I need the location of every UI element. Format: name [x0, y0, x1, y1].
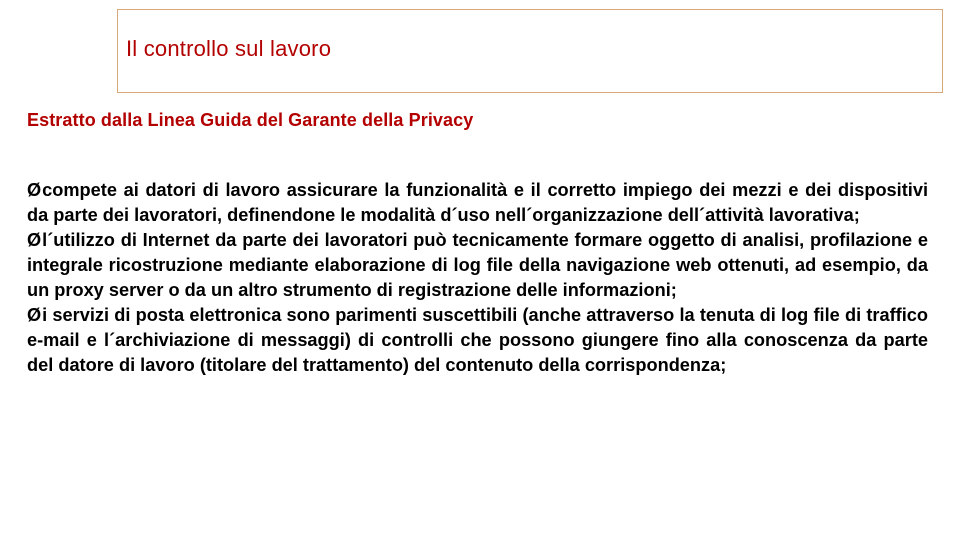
bullet-text: l´utilizzo di Internet da parte dei lavoratori può tecnicamente formare oggetto di analisi, profilazione e integrale ricostruzione mediante elaborazione di log file della navigazione web ottenuti, ad esempio, da un proxy server o da un altro strumento di registrazione delle informazioni; [27, 230, 928, 300]
arrow-bullet-icon: Ø [27, 230, 42, 250]
slide-title: Il controllo sul lavoro [126, 36, 332, 61]
slide-subtitle: Estratto dalla Linea Guida del Garante della Privacy [27, 110, 474, 130]
bullet-item [27, 303, 928, 378]
bullet-item [27, 178, 928, 228]
arrow-bullet-icon: Ø [27, 305, 42, 325]
arrow-bullet-icon: Ø [27, 180, 42, 200]
bullet-text: compete ai datori di lavoro assicurare la funzionalità e il corretto impiego dei mezzi e dei dispositivi da parte dei lavoratori, definendone le modalità d´uso nell´organizzazione dell´attività lavorativa; [27, 180, 928, 225]
bullet-list [27, 178, 928, 378]
bullet-text: i servizi di posta elettronica sono parimenti suscettibili (anche attraverso la tenuta di log file di traffico e-mail e l´archiviazione di messaggi) di controlli che possono giungere fino alla conoscenza da parte del datore di lavoro (titolare del trattamento) del contenuto della corrispondenza; [27, 305, 928, 375]
bullet-item [27, 228, 928, 303]
title-box [117, 9, 943, 93]
